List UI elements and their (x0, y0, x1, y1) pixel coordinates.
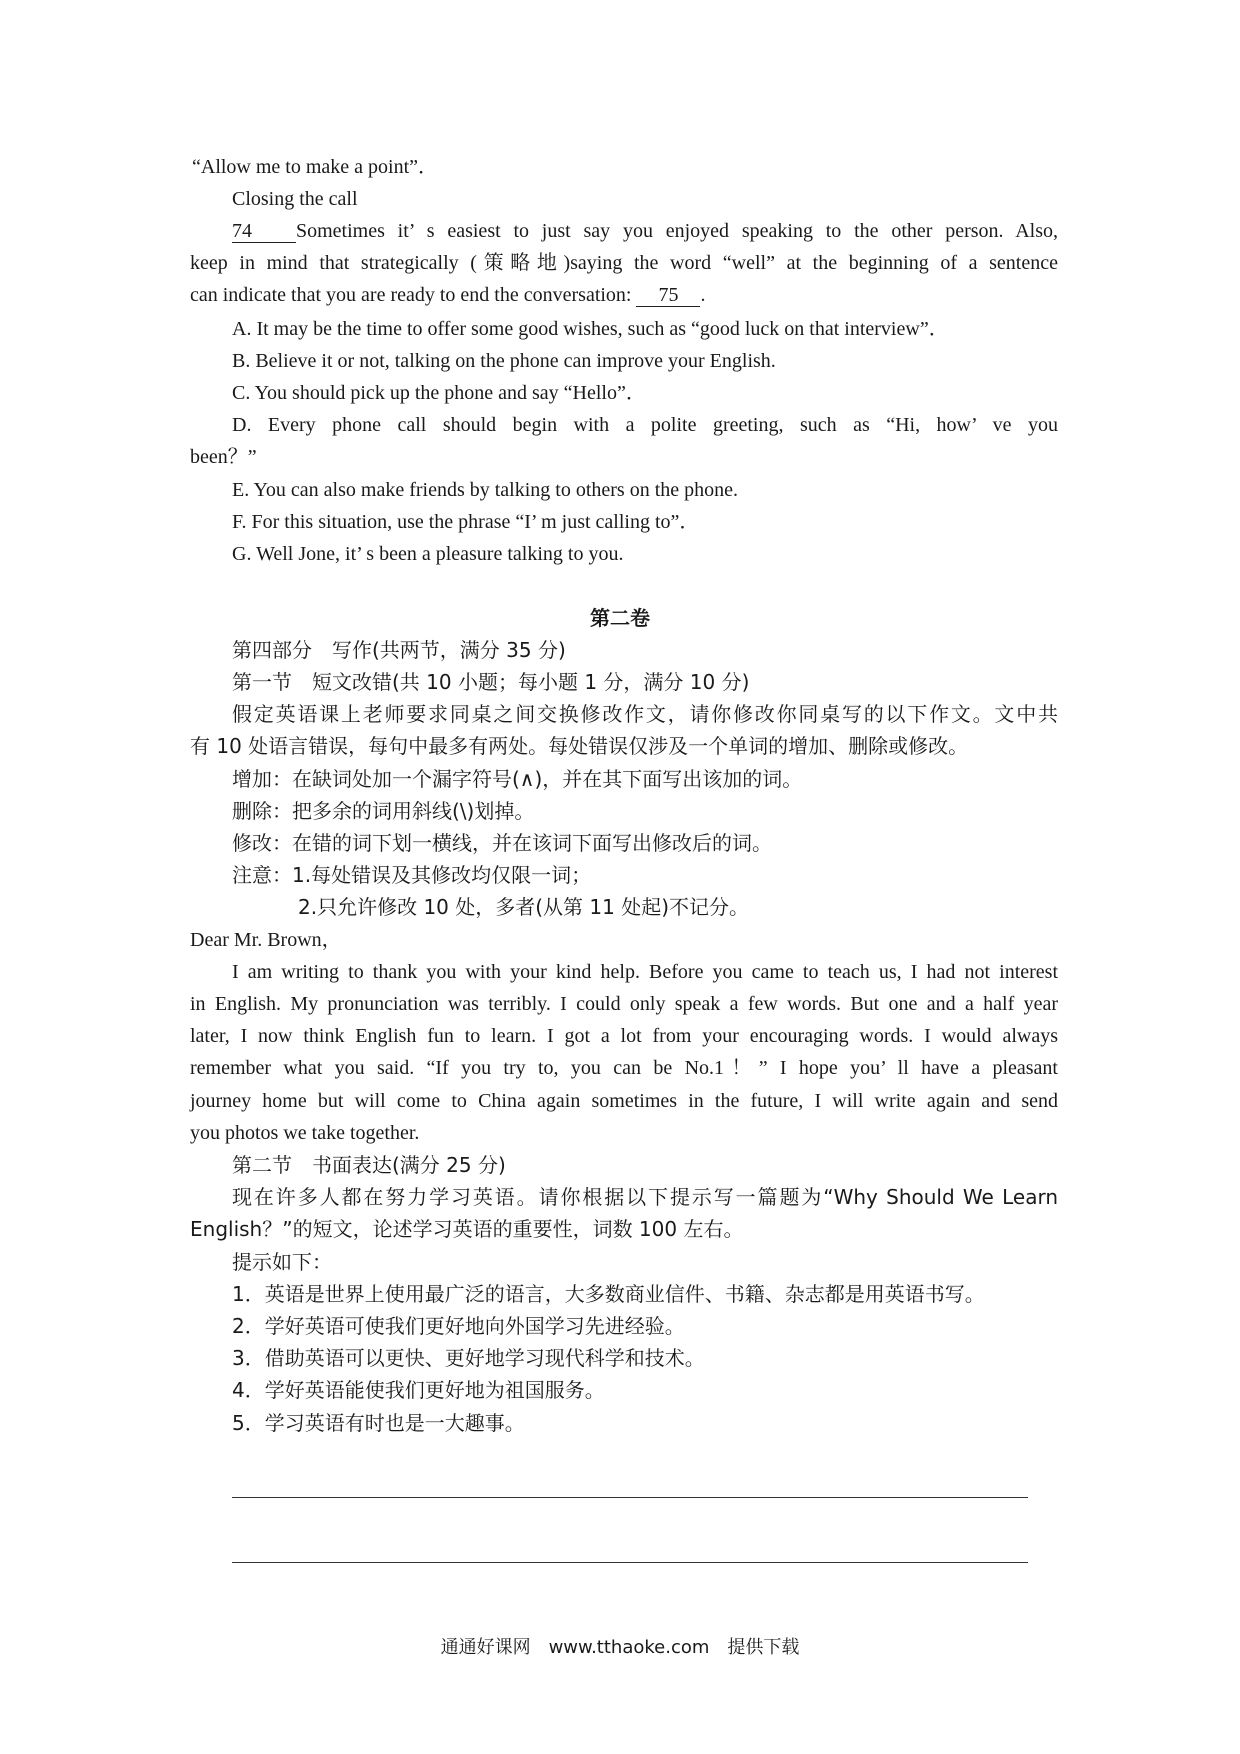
hint-label: 提示如下： (232, 1250, 332, 1274)
letter-greeting: Dear Mr. Brown， (190, 929, 342, 951)
option-g: G. Well Jone, it’ s been a pleasure talking to you. (232, 543, 624, 565)
letter-line4: remember what you said. “If you try to, you can be No.1！” I hope you’ ll have a pleasant (190, 1057, 1058, 1079)
section1-title: 第一节 短文改错(共 10 小题；每小题 1 分，满分 10 分) (232, 670, 750, 694)
letter-line6: you photos we take together. (190, 1122, 420, 1144)
hint-item: 5．学习英语有时也是一大趣事。 (232, 1411, 525, 1435)
option-d-line2: been？” (190, 446, 257, 468)
letter-line5: journey home but will come to China again sometimes in the future, I will write again and send (190, 1090, 1058, 1112)
hint-item: 4．学好英语能使我们更好地为祖国服务。 (232, 1378, 605, 1402)
hint-item: 2．学好英语可使我们更好地向外国学习先进经验。 (232, 1314, 685, 1338)
option-c: C. You should pick up the phone and say “Hello”． (232, 382, 646, 404)
writing-prompt-line2: English？”的短文，论述学习英语的重要性，词数 100 左右。 (190, 1217, 744, 1241)
letter-line3: later, I now think English fun to learn. I got a lot from your encouraging words. I would always (190, 1025, 1058, 1047)
hint-item: 3．借助英语可以更快、更好地学习现代科学和技术。 (232, 1346, 705, 1370)
letter-line2: in English. My pronunciation was terribly. I could only speak a few words. But one and a half year (190, 993, 1058, 1015)
writing-prompt-line1: 现在许多人都在努力学习英语。请你根据以下提示写一篇题为“Why Should We Learn (232, 1185, 1058, 1209)
blank-74: 74 (232, 220, 296, 243)
option-d-line1: D. Every phone call should begin with a polite greeting, such as “Hi, how’ ve you (232, 414, 1058, 436)
passage-text-74: Sometimes it’ s easiest to just say you enjoyed speaking to the other person. Also, (296, 220, 1058, 242)
passage-line-74 (232, 218, 1058, 244)
passage-period: . (700, 284, 706, 306)
option-f: F. For this situation, use the phrase “I’ m just calling to”． (232, 511, 700, 533)
passage-line-75 (190, 282, 705, 308)
part4-title: 第四部分 写作(共两节，满分 35 分) (232, 638, 566, 662)
instruction-note1: 注意：1.每处错误及其修改均仅限一词； (232, 863, 592, 887)
option-e: E. You can also make friends by talking to others on the phone. (232, 479, 739, 501)
volume-title: 第二卷 (590, 606, 650, 630)
passage-line-allow: “Allow me to make a point”． (192, 156, 439, 178)
answer-line (232, 1497, 1028, 1498)
letter-line1: I am writing to thank you with your kind help. Before you came to teach us, I had not interest (232, 961, 1058, 983)
passage-line-well: keep in mind that strategically (策略地)saying the word “well” at the beginning of a sentence (190, 252, 1058, 274)
section-heading-closing: Closing the call (232, 188, 358, 210)
instruction-delete: 删除：把多余的词用斜线(\)划掉。 (232, 799, 535, 823)
instruction-note2: 2.只允许修改 10 处，多者(从第 11 处起)不记分。 (298, 895, 750, 919)
hint-item: 1．英语是世界上使用最广泛的语言，大多数商业信件、书籍、杂志都是用英语书写。 (232, 1282, 985, 1306)
instruction-add: 增加：在缺词处加一个漏字符号(∧)，并在其下面写出该加的词。 (232, 767, 803, 791)
answer-line (232, 1562, 1028, 1563)
instruction-line1: 假定英语课上老师要求同桌之间交换修改作文，请你修改你同桌写的以下作文。文中共 (232, 702, 1058, 726)
passage-text-75: can indicate that you are ready to end the conversation: (190, 284, 632, 306)
instruction-modify: 修改：在错的词下划一横线，并在该词下面写出修改后的词。 (232, 831, 772, 855)
page-footer: 通通好课网 www.tthaoke.com 提供下载 (440, 1637, 800, 1658)
blank-75: 75 (636, 284, 700, 307)
option-b: B. Believe it or not, talking on the phone can improve your English. (232, 350, 776, 372)
option-a: A. It may be the time to offer some good wishes, such as “good luck on that interview”． (232, 318, 949, 340)
instruction-line2: 有 10 处语言错误，每句中最多有两处。每处错误仅涉及一个单词的增加、删除或修改。 (190, 734, 969, 758)
section2-title: 第二节 书面表达(满分 25 分) (232, 1153, 506, 1177)
